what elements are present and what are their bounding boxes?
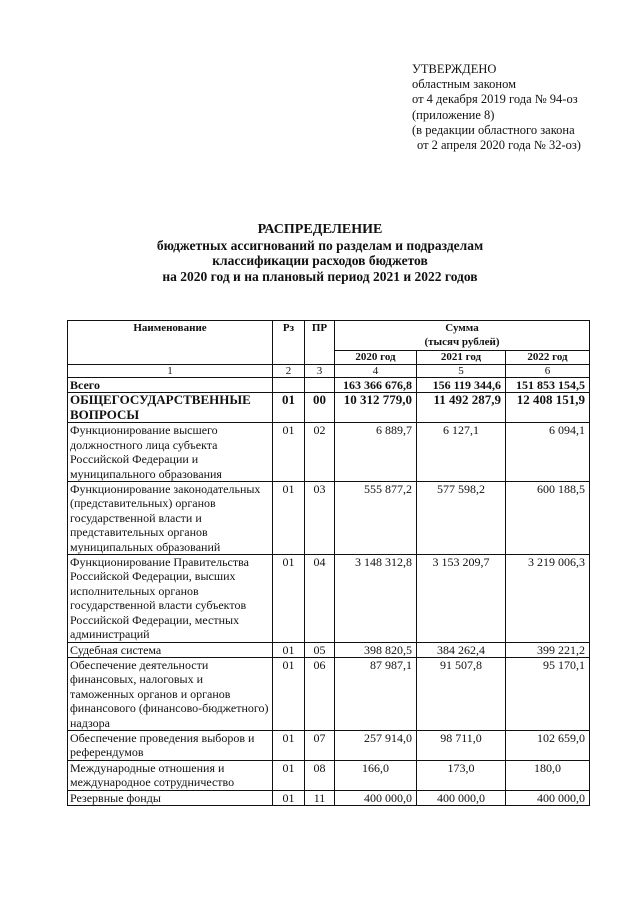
table-row xyxy=(68,760,590,790)
row-2020: 555 877,2 xyxy=(335,482,417,555)
section-pr: 00 xyxy=(305,393,335,423)
row-rz: 01 xyxy=(273,790,305,805)
row-2020: 400 000,0 xyxy=(335,790,417,805)
row-2022: 399 221,2 xyxy=(506,642,590,657)
approval-line: (в редакции областного закона xyxy=(412,122,575,137)
table-row xyxy=(68,730,590,760)
row-name: Обеспечение проведения выборов и референдумов xyxy=(68,730,273,760)
title-line: на 2020 год и на плановый период 2021 и 2022 годов xyxy=(162,268,478,284)
column-number: 2 xyxy=(273,365,305,378)
row-2020: 6 889,7 xyxy=(335,423,417,482)
row-2020: 257 914,0 xyxy=(335,730,417,760)
row-pr: 11 xyxy=(305,790,335,805)
row-pr: 02 xyxy=(305,423,335,482)
row-2020: 398 820,5 xyxy=(335,642,417,657)
row-2021: 3 153 209,7 xyxy=(417,555,506,642)
row-rz: 01 xyxy=(273,642,305,657)
row-2022: 400 000,0 xyxy=(506,790,590,805)
header-year-2020: 2020 год xyxy=(335,351,417,365)
table-row xyxy=(68,790,590,805)
section-2020: 10 312 779,0 xyxy=(335,393,417,423)
header-pr: ПР xyxy=(305,321,335,365)
column-number: 4 xyxy=(335,365,417,378)
header-year-2021: 2021 год xyxy=(417,351,506,365)
row-pr: 06 xyxy=(305,657,335,730)
row-pr: 05 xyxy=(305,642,335,657)
table-row xyxy=(68,642,590,657)
section-2021: 11 492 287,9 xyxy=(417,393,506,423)
table-row xyxy=(68,657,590,730)
row-name: Судебная система xyxy=(68,642,273,657)
row-2020: 3 148 312,8 xyxy=(335,555,417,642)
header-sum-label: Сумма xyxy=(445,322,479,334)
row-2021: 98 711,0 xyxy=(417,730,506,760)
row-rz: 01 xyxy=(273,482,305,555)
header-row xyxy=(68,321,590,351)
title-line: РАСПРЕДЕЛЕНИЕ xyxy=(257,222,383,237)
row-2021: 577 598,2 xyxy=(417,482,506,555)
column-number: 3 xyxy=(305,365,335,378)
row-rz: 01 xyxy=(273,555,305,642)
row-pr: 04 xyxy=(305,555,335,642)
title-line: бюджетных ассигнований по разделам и подразделам xyxy=(156,237,484,253)
row-pr: 07 xyxy=(305,730,335,760)
document-title xyxy=(0,222,640,284)
row-2022: 3 219 006,3 xyxy=(506,555,590,642)
row-name: Функционирование Правительства Российской Федерации, высших исполнительных органов государственной власти субъектов Российской Федерации, местных администраций xyxy=(68,555,273,642)
header-sum-unit: (тысяч рублей) xyxy=(424,336,500,349)
row-rz: 01 xyxy=(273,760,305,790)
row-name: Функционирование высшего должностного лица субъекта Российской Федерации и муниципального образования xyxy=(68,423,273,482)
approval-heading: УТВЕРЖДЕНО xyxy=(412,62,497,76)
column-number-row xyxy=(68,365,590,378)
row-2022: 600 188,5 xyxy=(506,482,590,555)
column-number: 5 xyxy=(417,365,506,378)
title-line: классификации расходов бюджетов xyxy=(212,253,428,268)
row-name: Функционирование законодательных (представительных) органов государственной власти и представительных органов муниципальных образований xyxy=(68,482,273,555)
row-pr: 03 xyxy=(305,482,335,555)
column-number: 6 xyxy=(506,365,590,378)
total-2021: 156 119 344,6 xyxy=(417,378,506,393)
total-2020: 163 366 676,8 xyxy=(335,378,417,393)
header-rz: Рз xyxy=(273,321,305,365)
row-2021: 91 507,8 xyxy=(417,657,506,730)
total-pr xyxy=(305,378,335,393)
section-2022: 12 408 151,9 xyxy=(506,393,590,423)
total-label: Всего xyxy=(68,378,273,393)
row-2021: 6 127,1 xyxy=(417,423,506,482)
table-row xyxy=(68,555,590,642)
approval-line: от 4 декабря 2019 года № 94-оз xyxy=(412,92,578,107)
row-2020: 166,0 xyxy=(335,760,417,790)
section-row xyxy=(68,393,590,423)
section-rz: 01 xyxy=(273,393,305,423)
row-rz: 01 xyxy=(273,657,305,730)
table-row xyxy=(68,482,590,555)
total-2022: 151 853 154,5 xyxy=(506,378,590,393)
header-year-2022: 2022 год xyxy=(506,351,590,365)
row-name: Обеспечение деятельности финансовых, налоговых и таможенных органов и органов финансового (финансово-бюджетного) надзора xyxy=(68,657,273,730)
row-2021: 384 262,4 xyxy=(417,642,506,657)
header-sum xyxy=(335,321,590,351)
row-2021: 173,0 xyxy=(417,760,506,790)
row-2020: 87 987,1 xyxy=(335,657,417,730)
table-row xyxy=(68,423,590,482)
row-2022: 102 659,0 xyxy=(506,730,590,760)
total-row xyxy=(68,378,590,393)
row-pr: 08 xyxy=(305,760,335,790)
row-name: Резервные фонды xyxy=(68,790,273,805)
row-2021: 400 000,0 xyxy=(417,790,506,805)
approval-stamp xyxy=(412,62,581,153)
column-number: 1 xyxy=(68,365,273,378)
section-name: ОБЩЕГОСУДАРСТВЕННЫЕ ВОПРОСЫ xyxy=(68,393,273,423)
approval-line: (приложение 8) xyxy=(412,107,495,122)
row-name: Международные отношения и международное сотрудничество xyxy=(68,760,273,790)
total-rz xyxy=(273,378,305,393)
row-2022: 95 170,1 xyxy=(506,657,590,730)
budget-table xyxy=(67,320,590,806)
header-name: Наименование xyxy=(68,321,273,365)
approval-line: от 2 апреля 2020 года № 32-оз) xyxy=(417,138,581,153)
row-2022: 6 094,1 xyxy=(506,423,590,482)
approval-line: областным законом xyxy=(412,77,517,92)
row-rz: 01 xyxy=(273,730,305,760)
row-rz: 01 xyxy=(273,423,305,482)
row-2022: 180,0 xyxy=(506,760,590,790)
